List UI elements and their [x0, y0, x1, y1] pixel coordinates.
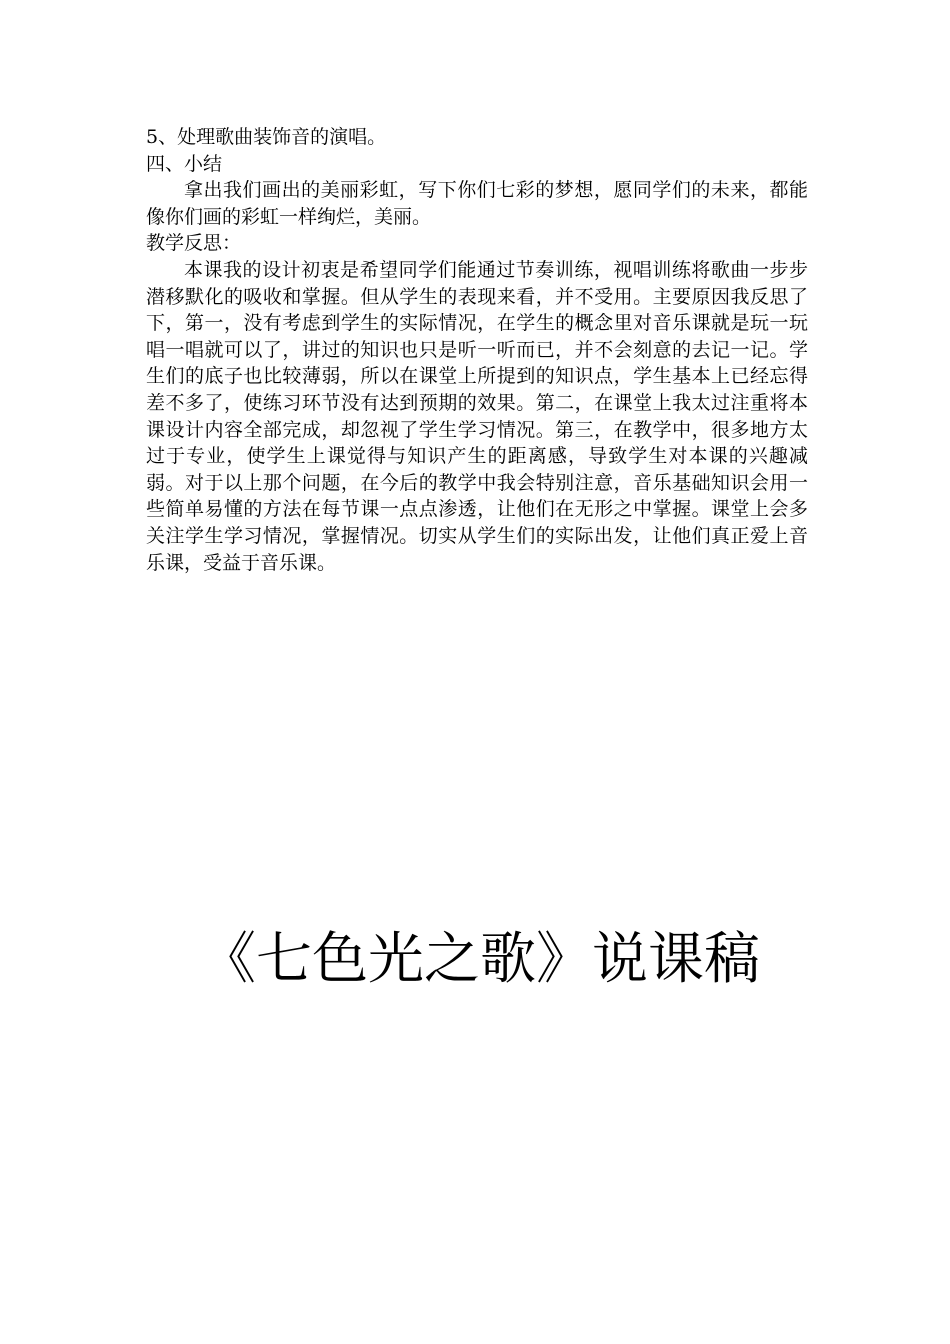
document-body [146, 124, 808, 576]
lecture-draft-title: 《七色光之歌》说课稿 [200, 927, 760, 992]
reflection-heading: 教学反思： [146, 232, 242, 255]
section-4-heading: 四、小结 [146, 152, 223, 175]
summary-paragraph: 拿出我们画出的美丽彩虹，写下你们七彩的梦想，愿同学们的未来，都能像你们画的彩虹一样绚烂，美丽。 [146, 179, 808, 228]
reflection-paragraph: 本课我的设计初衷是希望同学们能通过节奏训练，视唱训练将歌曲一步步潜移默化的吸收和掌握。但从学生的表现来看，并不受用。主要原因我反思了下，第一，没有考虑到学生的实际情况，在学生的概念里对音乐课就是玩一玩唱一唱就可以了，讲过的知识也只是听一听而已，并不会刻意的去记一记。学生们的底子也比较薄弱，所以在课堂上所提到的知识点，学生基本上已经忘得差不多了，使练习环节没有达到预期的效果。第二，在课堂上我太过注重将本课设计内容全部完成，却忽视了学生学习情况。第三，在教学中，很多地方太过于专业，使学生上课觉得与知识产生的距离感，导致学生对本课的兴趣减弱。对于以上那个问题，在今后的教学中我会特别注意，音乐基础知识会用一些简单易懂的方法在每节课一点点渗透，让他们在无形之中掌握。课堂上会多关注学生学习情况，掌握情况。切实从学生们的实际出发，让他们真正爱上音乐课，受益于音乐课。 [146, 258, 808, 574]
step-5-line: 5、处理歌曲装饰音的演唱。 [146, 126, 387, 148]
